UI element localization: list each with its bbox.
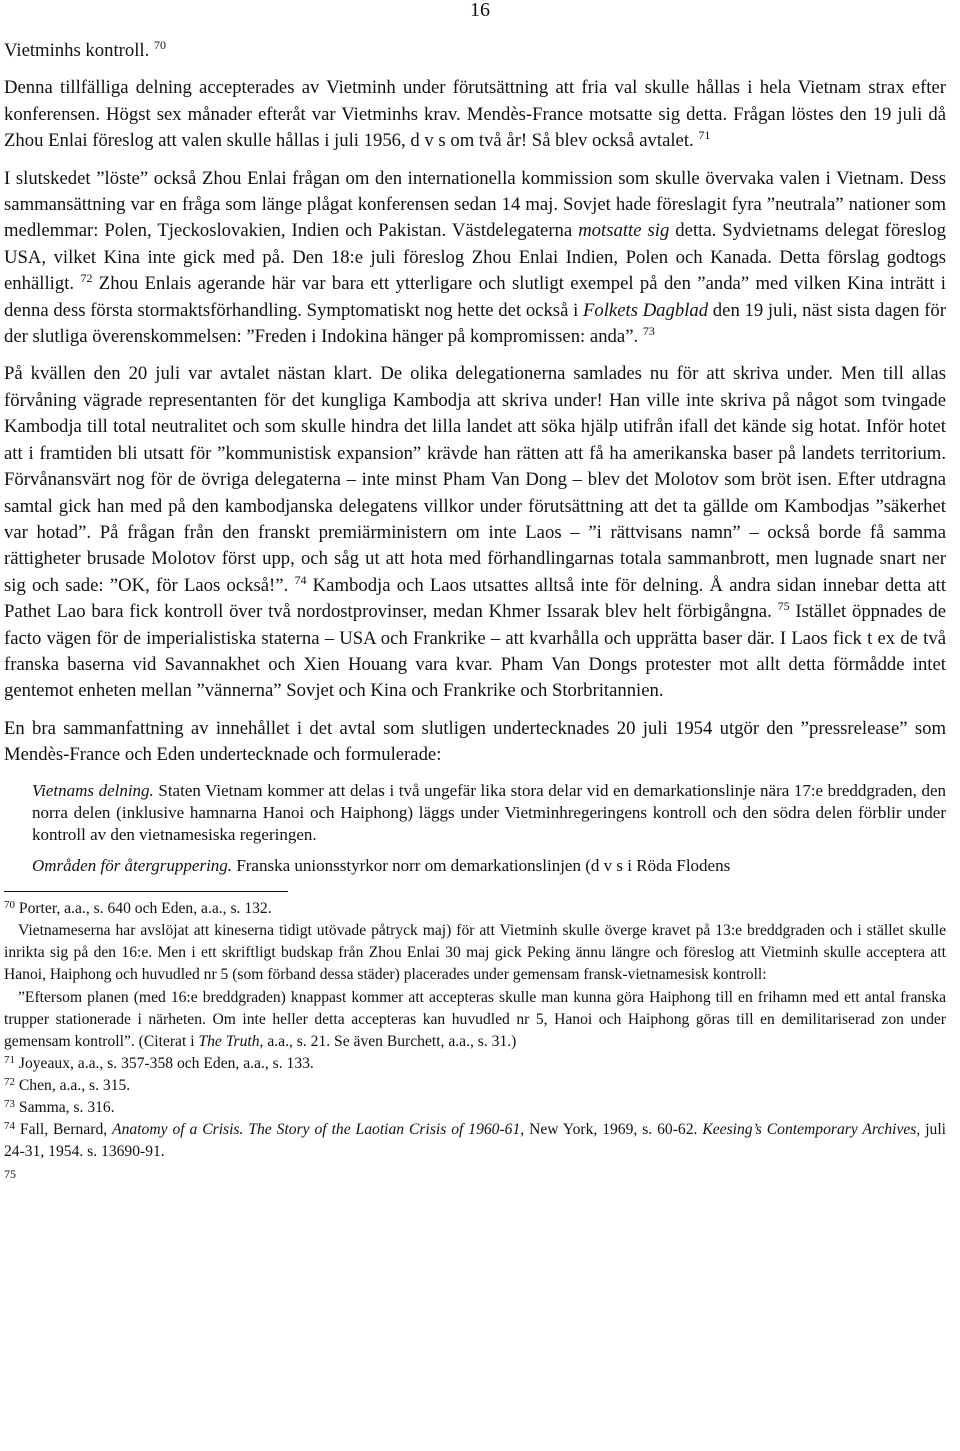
text: den 19 juli, näst sista dagen för der slutliga överenskommelsen: ”Freden i Indokina hänger på kompromissen: anda”. <box>4 299 947 348</box>
footnote <box>4 920 946 986</box>
text: detta. Sydvietnams delegat föreslog USA, vilket Kina inte gick med på. Den 18:e juli föreslog Zhou Enlai Indien, Polen och Kanada. Detta förslag godtogs enhälligt. <box>4 220 946 295</box>
text: Franska unionsstyrkor norr om demarkationslinjen (d v s i Röda Flodens <box>232 855 731 875</box>
emphasis: motsatte sig <box>578 220 670 242</box>
paragraph <box>4 75 946 154</box>
text: Porter, a.a., s. 640 och Eden, a.a., s. 132. <box>15 900 272 918</box>
text: Fall, Bernard, <box>15 1121 113 1139</box>
text: Zhou Enlais agerande här var bara ett ytterligare och slutligt exempel på den ”anda” med vilken Kina inträtt i denna dess första stormaktsförhandling. Symptomatiskt nog hette det också i <box>4 273 946 321</box>
footnote-ref[interactable]: 72 <box>80 271 93 286</box>
emphasis: Områden för återgruppering. <box>32 855 233 875</box>
emphasis: Folkets Dagblad <box>582 299 709 321</box>
footnote-ref[interactable]: 70 <box>153 38 166 52</box>
text: En bra sammanfattning av innehållet i det avtal som slutligen undertecknades 20 juli 1954 utgör den ”pressrelease” som Mendès-France och Eden undertecknade och formulerade: <box>4 717 946 766</box>
text: Istället öppnades de facto vägen för de imperialistiska staterna – USA och Frankrike – att kvarhålla och upprätta baser där. I Laos fick t ex de två franska baserna vid Savannakhet och Xien Houang vara kvar. Pham Van Dongs protester mot allt detta förmådde intet gentemot enheten mellan ”vännerna” Sovjet och Kina och Frankrike och Storbritannien. <box>4 601 946 702</box>
quote-paragraph <box>32 780 946 847</box>
footnote <box>4 1119 946 1163</box>
footnote-number: 75 <box>4 1167 16 1182</box>
text: På kvällen den 20 juli var avtalet nästan klart. De olika delegationerna samlades nu för att skriva under. Men till allas förvåning vägrade representanten för det kungliga Kambodja att skriva under! Han ville inte skriva på något som tvingade Kambodja till total neutralitet och som skulle hindra det lilla landet att söka hjälp utifrån ifall det kände sig hotat. Inför hotet att i framtiden bli utsatt för ”kommunistisk expansion” krävde han rätten att få ha amerikanska baser på landets territorium. Förvånansvärt nog för de övriga delegaterna – inte minst Pham Van Dong – blev det Molotov som bröt isen. Efter utdragna samtal gick han med på den kambodjanska delegatens villkor under förutsättning att det ta gällde om Kambodjas ”säkerhet var hotad”. På frågan från den franskt premiärministern om inte Laos – ”i rättvisans namn” – också borde få samma rättigheter brusade Molotov först upp, och såg ut att hota med förhandlingarnas totala sammanbrott, men lugnade snart ner sig och sade: ”OK, för Laos också!”. <box>4 363 946 596</box>
footnote <box>4 1097 946 1119</box>
footnote-ref[interactable]: 71 <box>698 128 711 143</box>
text: , New York, 1969, s. 60-62. <box>520 1121 703 1139</box>
emphasis: Anatomy of a Crisis. The Story of the Laotian Crisis of 1960-61 <box>112 1121 521 1139</box>
emphasis: Vietnams delning. <box>32 780 154 800</box>
quote-paragraph <box>32 855 946 877</box>
text: I slutskedet ”löste” också Zhou Enlai frågan om den internationella kommission som skulle övervaka valen i Vietnam. Dess sammansättning var en fråga som länge plågat konferensen sedan 14 maj. Sovjet hade föreslagit fyra ”neutrala” nationer som medlemmar: Polen, Tjeckoslovakien, Indien och Pakistan. Västdelegaterna <box>4 167 946 242</box>
footnote-divider <box>4 891 288 892</box>
paragraph <box>4 166 946 351</box>
text: Chen, a.a., s. 315. <box>15 1076 131 1094</box>
text: , juli 24-31, 1954. s. 13690-91. <box>4 1121 947 1161</box>
page-number: 16 <box>470 0 490 21</box>
footnote-ref[interactable]: 74 <box>294 572 307 587</box>
text: Vietminhs kontroll. <box>4 40 150 61</box>
footnote <box>4 898 946 920</box>
footnote-number: 74 <box>4 1120 15 1133</box>
text: Kambodja och Laos utsattes alltså inte för delning. Å andra sidan innebar detta att Pathet Lao bara fick kontroll över två nordostprovinser, medan Khmer Issarak blev helt förbigångna. <box>4 574 947 623</box>
text: Denna tillfälliga delning accepterades av Vietminh under förutsättning att fria val skulle hållas i hela Vietnam strax efter konferensen. Högst sex månader efteråt var Vietminhs krav. Mendès-France motsatte sig detta. Frågan löstes den 19 juli då Zhou Enlai föreslog att valen skulle hållas i juli 1956, d v s om två år! Så blev också avtalet. <box>4 77 946 152</box>
emphasis: The Truth <box>198 1032 260 1050</box>
footnote-ref[interactable]: 73 <box>642 324 655 339</box>
text: Vietnameserna har avslöjat att kineserna tidigt utövade påtryck maj) för att Vietminh skulle överge kravet på 13:e breddgraden och i stället skulle inrikta sig på den 16:e. Men i ett skriftligt budskap från Zhou Enlai 30 maj gick Peking ännu längre och föreslog att Vietminh skulle acceptera att Hanoi, Haiphong och huvudled nr 5 (som förband dessa städer) placerades under gemensam fransk-vietnamesisk kontroll: <box>4 922 946 984</box>
footnote-number: 73 <box>4 1098 15 1111</box>
footnotes <box>4 898 946 1181</box>
footnote-number: 72 <box>4 1075 15 1088</box>
text: Samma, s. 316. <box>15 1099 115 1117</box>
footnote-number: 70 <box>4 899 15 912</box>
text: , a.a., s. 21. Se även Burchett, a.a., s. 31.) <box>259 1032 517 1050</box>
footnote-number: 71 <box>4 1053 15 1066</box>
text: ”Eftersom planen (med 16:e breddgraden) knappast kommer att accepteras skulle man kunna göra Haiphong till en frihamn med ett antal franska trupper stationerade i närheten. Om inte heller detta accepteras kan huvudled nr 5, Hanoi och Haiphong göras till en demilitariserad zon under gemensam kontroll”. (Citerat i <box>4 988 946 1050</box>
footnote <box>4 1053 946 1075</box>
text: Staten Vietnam kommer att delas i två ungefär lika stora delar vid en demarkationslinje nära 17:e breddgraden, den norra delen (inklusive hamnarna Hanoi och Haiphong) läggs under Vietminhregeringens kontroll och den södra delen förblir under kontroll av den vietnamesiska regeringen. <box>32 780 946 845</box>
paragraph <box>4 361 946 704</box>
main-text <box>4 38 946 1181</box>
footnote-ref[interactable]: 75 <box>777 599 790 614</box>
text: Joyeaux, a.a., s. 357-358 och Eden, a.a., s. 133. <box>15 1054 314 1072</box>
footnote <box>4 1167 946 1181</box>
paragraph <box>4 38 946 64</box>
footnote <box>4 1075 946 1097</box>
paragraph <box>4 716 946 769</box>
emphasis: Keesing’s Contemporary Archives <box>702 1121 917 1139</box>
footnote <box>4 987 946 1053</box>
